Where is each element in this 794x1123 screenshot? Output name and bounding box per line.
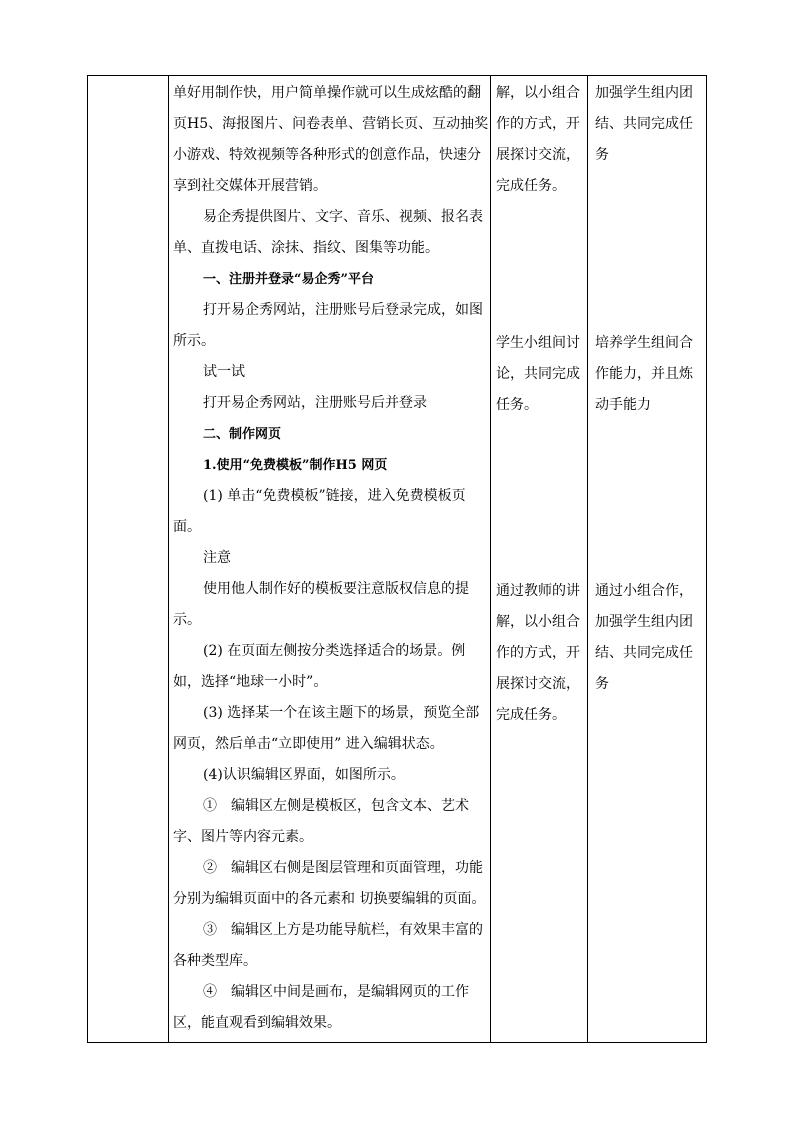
student-activity-block-1 [496,78,580,202]
text-line: 展探讨交流， [496,147,580,163]
teaching-content-column [171,76,489,1039]
student-activity-block-2 [496,328,580,421]
text-line: 展探讨交流， [496,676,580,692]
text-line: 作的方式，开 [496,116,580,132]
text-line: 作能力，并且炼 [595,366,693,382]
text-line: 务 [595,147,609,163]
paragraph: 试一试 [203,364,245,380]
design-intent-block-3 [595,576,693,700]
paragraph: (4)认识编辑区界面，如图所示。 [203,767,405,783]
text-line: 加强学生组内团 [595,85,693,101]
text-line: 学生小组间讨 [496,335,580,351]
text-line: 培养学生组间合 [595,335,693,351]
text-line: 任务。 [496,397,538,413]
text-line: 加强学生组内团 [595,614,693,630]
column-divider [490,76,491,1042]
text-line: 结、共同完成任 [595,645,693,661]
paragraph: 1.使用“免费模板”制作H5 网页 [203,458,388,473]
paragraph: 一、注册并登录“易企秀”平台 [203,272,374,287]
paragraph: (3) 选择某一个在该主题下的场景，预览全部网页，然后单击“立即使用” 进入编辑状态。 [173,705,480,752]
paragraph: 打开易企秀网站，注册账号后并登录 [203,395,427,411]
text-line: 通过教师的讲 [496,583,580,599]
paragraph: 打开易企秀网站，注册账号后登录完成，如图所示。 [173,302,483,349]
column-divider [168,76,169,1042]
text-line: 通过小组合作， [595,583,693,599]
design-intent-block-2 [595,328,693,421]
paragraph: (2) 在页面左侧按分类选择适合的场景。例如，选择“地球一小时”。 [173,643,466,690]
text-line: 结、共同完成任 [595,116,693,132]
paragraph: ① 编辑区左侧是模板区，包含文本、艺术字、图片等内容元素。 [173,798,469,845]
text-line: 完成任务。 [496,178,566,194]
student-activity-block-3 [496,576,580,731]
design-intent-block-1 [595,78,693,171]
paragraph: 二、制作网页 [203,427,282,442]
paragraph: 注意 [203,550,231,566]
text-line: 论，共同完成 [496,366,580,382]
paragraph: 易企秀提供图片、文字、音乐、视频、报名表单、直拨电话、涂抹、指纹、图集等功能。 [173,209,483,256]
text-line: 解，以小组合 [496,85,580,101]
paragraph: 使用他人制作好的模板要注意版权信息的提示。 [173,581,469,628]
paragraph: ③ 编辑区上方是功能导航栏，有效果丰富的各种类型库。 [173,922,483,969]
paragraph: ④ 编辑区中间是画布，是编辑网页的工作区，能直观看到编辑效果。 [173,984,469,1031]
text-line: 解，以小组合 [496,614,580,630]
text-line: 动手能力 [595,397,651,413]
column-divider [587,76,588,1042]
text-line: 完成任务。 [496,707,566,723]
text-line: 作的方式，开 [496,645,580,661]
paragraph: (1) 单击“免费模板”链接，进入免费模板页面。 [173,488,466,535]
paragraph: ② 编辑区右侧是图层管理和页面管理，功能分别为编辑页面中的各元素和 切换要编辑的页面。 [173,860,486,907]
text-line: 务 [595,676,609,692]
lesson-table [87,75,707,1043]
paragraph: 单好用制作快，用户简单操作就可以生成炫酷的翻页H5、海报图片、问卷表单、营销长页、互动抽奖小游戏、特效视频等各种形式的创意作品，快速分享到社交媒体开展营销。 [173,85,489,194]
